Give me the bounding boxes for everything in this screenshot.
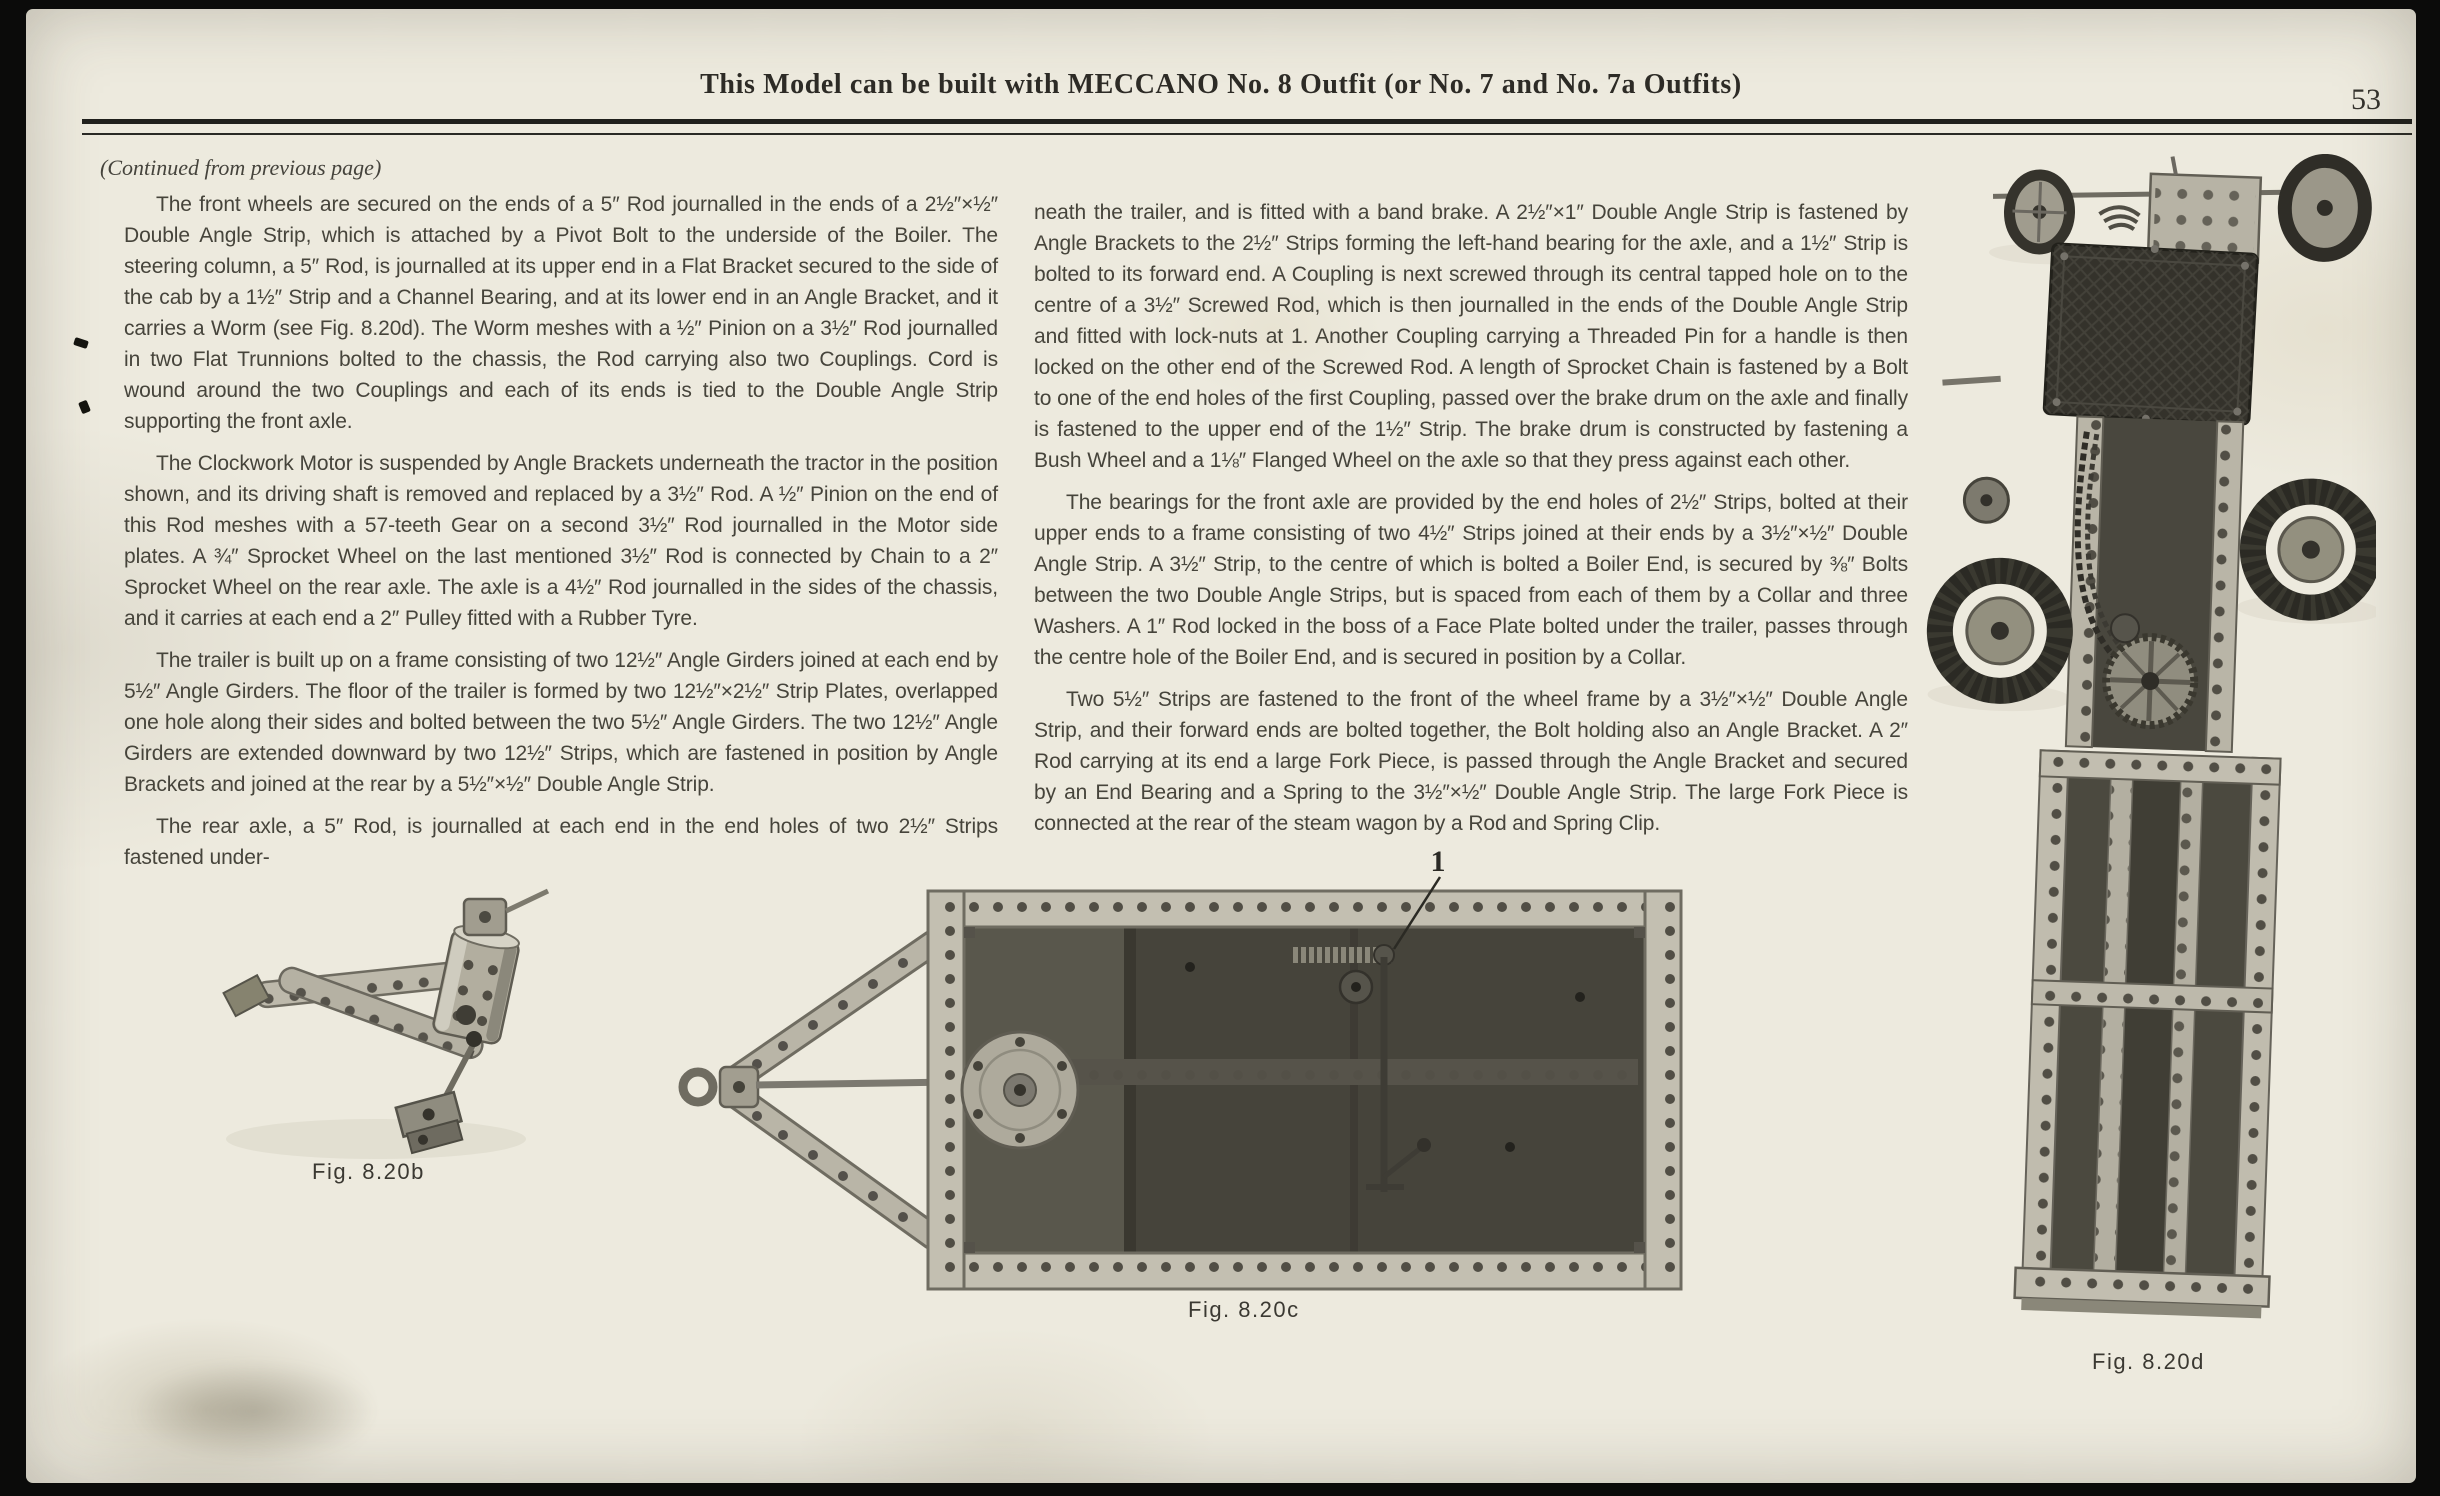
paragraph: The rear axle, a 5″ Rod, is journalled at each end in the end holes of two 2½″ Strips fastened under- (124, 815, 998, 869)
worm-rod (1942, 377, 2000, 385)
callout-1-label: 1 (1430, 847, 1446, 878)
coupling-and-rod (464, 891, 548, 935)
manual-page (26, 9, 2416, 1483)
angle-bracket (224, 975, 270, 1016)
fig-820d-caption: Fig. 8.20d (2092, 1349, 2205, 1374)
left-text-column (124, 189, 998, 884)
cylinder-part (432, 921, 522, 1045)
right-text-column (1034, 197, 1908, 850)
tow-hook (683, 1072, 713, 1102)
shadow (226, 1119, 526, 1159)
bolt (1575, 992, 1585, 1002)
scan-speck (73, 337, 89, 349)
paragraph: The trailer is built up on a frame consisting of two 12½″ Angle Girders joined at each end by 5½″ Angle Girders. The floor of the trailer is formed by two 12½″×2½″ Strip Plates, overlapped one hole along their sides and bolted between the two 5½″ Angle Girders. The two 12½″ Angle Girders are extended downward by two 12½″ Strips, which are fastened in position by Angle Brackets and joined at the rear by a 5½″×½″ Double Angle Strip. (124, 649, 998, 796)
fig-820c-illustration (650, 847, 1690, 1307)
bolt (1505, 1142, 1515, 1152)
page-number: 53 (2351, 83, 2381, 116)
paragraph: Two 5½″ Strips are fastened to the front of the wheel frame by a 3½″×½″ Double Angle Strip, and their forward ends are bolted together, the Bolt holding also an Angle Bracket. A 2″ Rod carrying at its end a large Fork Piece, is passed through the Angle Bracket and secured by an End Bearing and a Spring to the 3½″×½″ Double Angle Strip. The large Fork Piece is connected at the rear of the steam wagon by a Rod and Spring Clip. (1034, 688, 1908, 835)
paragraph: The bearings for the front axle are provided by the end holes of 2½″ Strips, bolted at their upper ends to a frame consisting of two 4½″ Strips joined at their ends by a 3½″×½″ Double Angle Strip. A 3½″ Strip, to the centre of which is bolted a Boiler End, is secured by ⅜″ Bolts between the two Double Angle Strips, but is spaced from each of them by a Collar and three Washers. A 1″ Rod locked in the boss of a Face Plate bolted under the trailer, passes through the centre hole of the Boiler End, and is secured in position by a Collar. (1034, 491, 1908, 669)
fig-820b-caption: Fig. 8.20b (312, 1159, 425, 1184)
continued-note: (Continued from previous page) (100, 155, 382, 180)
fig-820c-caption: Fig. 8.20c (1188, 1297, 1300, 1322)
scan-speck (78, 400, 91, 414)
clockwork-motor-block (2044, 240, 2258, 428)
floor-centre-girder (1014, 1059, 1638, 1085)
pivot-bolt (456, 1005, 476, 1025)
fig-820d-illustration (1916, 154, 2376, 1334)
page-title: This Model can be built with MECCANO No. 8 Outfit (or No. 7 and No. 7a Outfits) (700, 69, 1742, 100)
paragraph: neath the trailer, and is fitted with a band brake. A 2½″×1″ Double Angle Strip is fastened by Angle Brackets to the 2½″ Strips forming the left-hand bearing for the axle, and a 1½″ Strip is bolted to its forward end. A Coupling is next screwed through its central tapped hole on to the centre of a 3½″ Screwed Rod, which is then journalled in the ends of the Double Angle Strip and fitted with lock-nuts at 1. Another Coupling carrying a Threaded Pin for a handle is then locked on the other end of the Screwed Rod. A length of Sprocket Chain is fastened by a Bolt to one of the end holes of the first Coupling, passed over the brake drum on the axle and finally is fastened to the upper end of the 1½″ Strip. The brake drum is constructed by fastening a Bush Wheel and a 1⅛″ Flanged Wheel on the axle so that they press against each other. (1034, 201, 1908, 472)
rear-wheel-left (1938, 569, 2062, 693)
paragraph: The Clockwork Motor is suspended by Angle Brackets underneath the tractor in the position shown, and its driving shaft is removed and replaced by a 3½″ Rod. A ½″ Pinion on the end of this Rod meshes with a 57-teeth Gear on a second 3½″ Rod journalled in the Motor side plates. A ¾″ Sprocket Wheel on the last mentioned 3½″ Rod is connected by Chain to a 2″ Sprocket Wheel on the rear axle. The axle is a 4½″ Rod journalled in the sides of the chassis, and it carries at each end a 2″ Pulley fitted with a Rubber Tyre. (124, 452, 998, 630)
leaf-spring (2099, 207, 2140, 230)
floor-seam (1124, 927, 1136, 1253)
trailer-deck (2014, 750, 2287, 1319)
fig-820b-illustration (176, 887, 556, 1167)
pivot-bolt (466, 1031, 482, 1047)
bolt (1185, 962, 1195, 972)
header-rule (82, 119, 2412, 135)
rear-wheel-right (2251, 490, 2371, 610)
paragraph: The front wheels are secured on the ends of a 5″ Rod journalled in the ends of a 2½″×½″ Double Angle Strip, which is attached by a Pivot Bolt to the underside of the Boiler. The steering column, a 5″ Rod, is journalled at its upper end in a Flat Bracket secured to the side of the cab by a 1½″ Strip and a Channel Bearing, and at its lower end in an Angle Bracket, and it carries a Worm (see Fig. 8.20d). The Worm meshes with a ½″ Pinion on a 3½″ Rod journalled in two Flat Trunnions bolted to the chassis, the Rod carrying also two Couplings. Cord is wound around the two Couplings and each of its ends is tied to the Double Angle Strip supporting the front axle. (124, 193, 998, 433)
scan-smudge (134, 1361, 374, 1461)
face-plate (962, 1032, 1078, 1148)
